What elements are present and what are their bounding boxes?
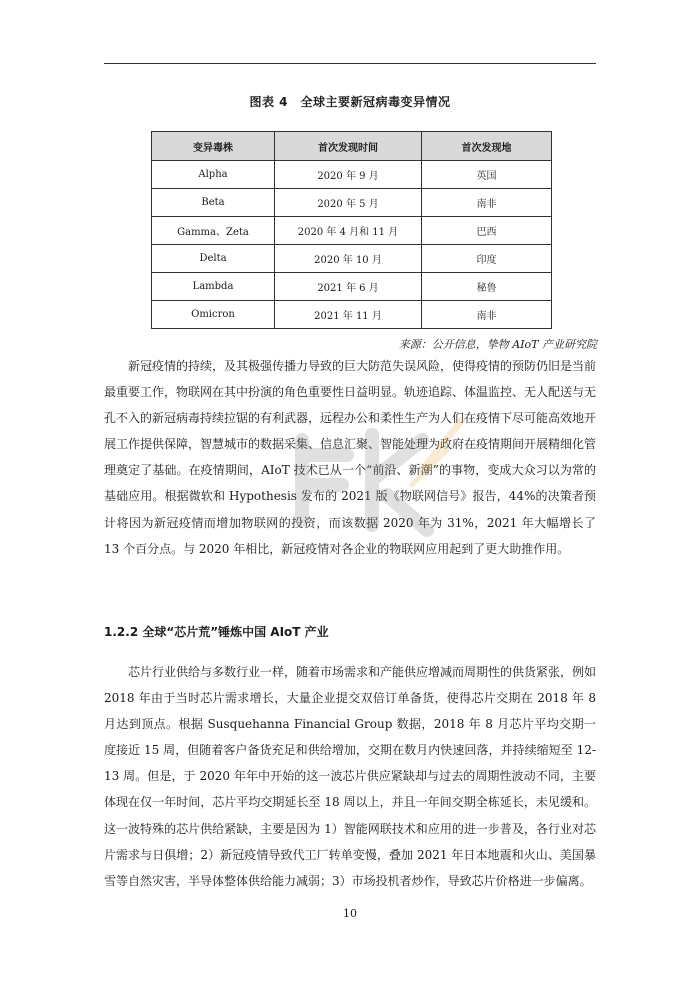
figure-caption: 图表 4 全球主要新冠病毒变异情况 (249, 95, 451, 109)
first-found-place-cell: 印度 (422, 245, 552, 273)
body-paragraph-chip-shortage: 芯片行业供给与多数行业一样，随着市场需求和产能供应增减而周期性的供货紧张，例如 2018 年由于当时芯片需求增长，大量企业提交双倍订单备货，使得芯片交期在 2018 年 8 月达到顶点。根据 Susquehanna Financial Group 数据，2018 年 8 月芯片平均交期一度接近 15 周，但随着客户备货充足和供给增加，交期在数月内快速回落，并持续缩短至 12-13 周。但是，于 2020 年年中开始的这一波芯片供应紧缺却与过去的周期性波动不同，主要体现在仅一年时间，芯片平均交期延长至 18 周以上，并且一年间交期全栋延长，未见缓和。这一波特殊的芯片供给紧缺，主要是因为 1）智能网联技术和应用的进一步普及，各行业对芯片需求与日俱增；2）新冠疫情导致代工厂转单变慢，叠加 2021 年日本地震和火山、美国暴雪等自然灾害，半导体整体供给能力减弱；3）市场投机者炒作，导致芯片价格进一步偏离。 (104, 665, 597, 888)
column-header: 首次发现地 (422, 132, 552, 161)
table-row (152, 273, 552, 301)
first-found-place-cell: 南非 (422, 189, 552, 217)
first-found-time-cell: 2020 年 9 月 (275, 161, 422, 189)
page-number: 10 (343, 907, 357, 920)
variant-name-cell: Lambda (152, 273, 275, 301)
first-found-place-cell: 南非 (422, 301, 552, 329)
variant-name-cell: Beta (152, 189, 275, 217)
first-found-time-cell: 2020 年 4 月和 11 月 (275, 217, 422, 245)
table-row (152, 189, 552, 217)
first-found-place-cell: 秘鲁 (422, 273, 552, 301)
column-header: 变异毒株 (152, 132, 275, 161)
first-found-time-cell: 2021 年 11 月 (275, 301, 422, 329)
variant-name-cell: Alpha (152, 161, 275, 189)
table-row (152, 217, 552, 245)
variant-name-cell: Gamma、Zeta (152, 217, 275, 245)
body-paragraph-covid-iot: 新冠疫情的持续，及其极强传播力导致的巨大防范失误风险，使得疫情的预防仍旧是当前最重要工作，物联网在其中扮演的角色重要性日益明显。轨迹追踪、体温监控、无人配送与无孔不入的新冠病毒持续拉锯的有利武器，远程办公和柔性生产为人们在疫情下尽可能高效地开展工作提供保障，智慧城市的数据采集、信息汇聚、智能处理为政府在疫情期间开展精细化管理奠定了基础。在疫情期间，AIoT 技术已从一个“前沿、新潮”的事物，变成大众习以为常的基础应用。根据微软和 Hypothesis 发布的 2021 版《物联网信号》报告，44%的决策者预计将因为新冠疫情而增加物联网的投资，而该数据 2020 年为 31%，2021 年大幅增长了 13 个百分点。与 2020 年相比，新冠疫情对各企业的物联网应用起到了更大助推作用。 (104, 359, 597, 556)
column-header: 首次发现时间 (275, 132, 422, 161)
variant-name-cell: Delta (152, 245, 275, 273)
variant-table (151, 131, 552, 329)
table-row (152, 301, 552, 329)
table-header-row (152, 132, 552, 161)
first-found-place-cell: 巴西 (422, 217, 552, 245)
watermark-logo-icon (272, 410, 472, 550)
first-found-time-cell: 2021 年 6 月 (275, 273, 422, 301)
section-heading: 1.2.2 全球“芯片荒”锤炼中国 AIoT 产业 (104, 625, 329, 639)
table-row (152, 161, 552, 189)
first-found-time-cell: 2020 年 10 月 (275, 245, 422, 273)
first-found-time-cell: 2020 年 5 月 (275, 189, 422, 217)
table-row (152, 245, 552, 273)
first-found-place-cell: 英国 (422, 161, 552, 189)
variant-name-cell: Omicron (152, 301, 275, 329)
header-rule (104, 63, 596, 64)
table-source-note: 来源：公开信息，挚物 AIoT 产业研究院 (398, 338, 597, 351)
